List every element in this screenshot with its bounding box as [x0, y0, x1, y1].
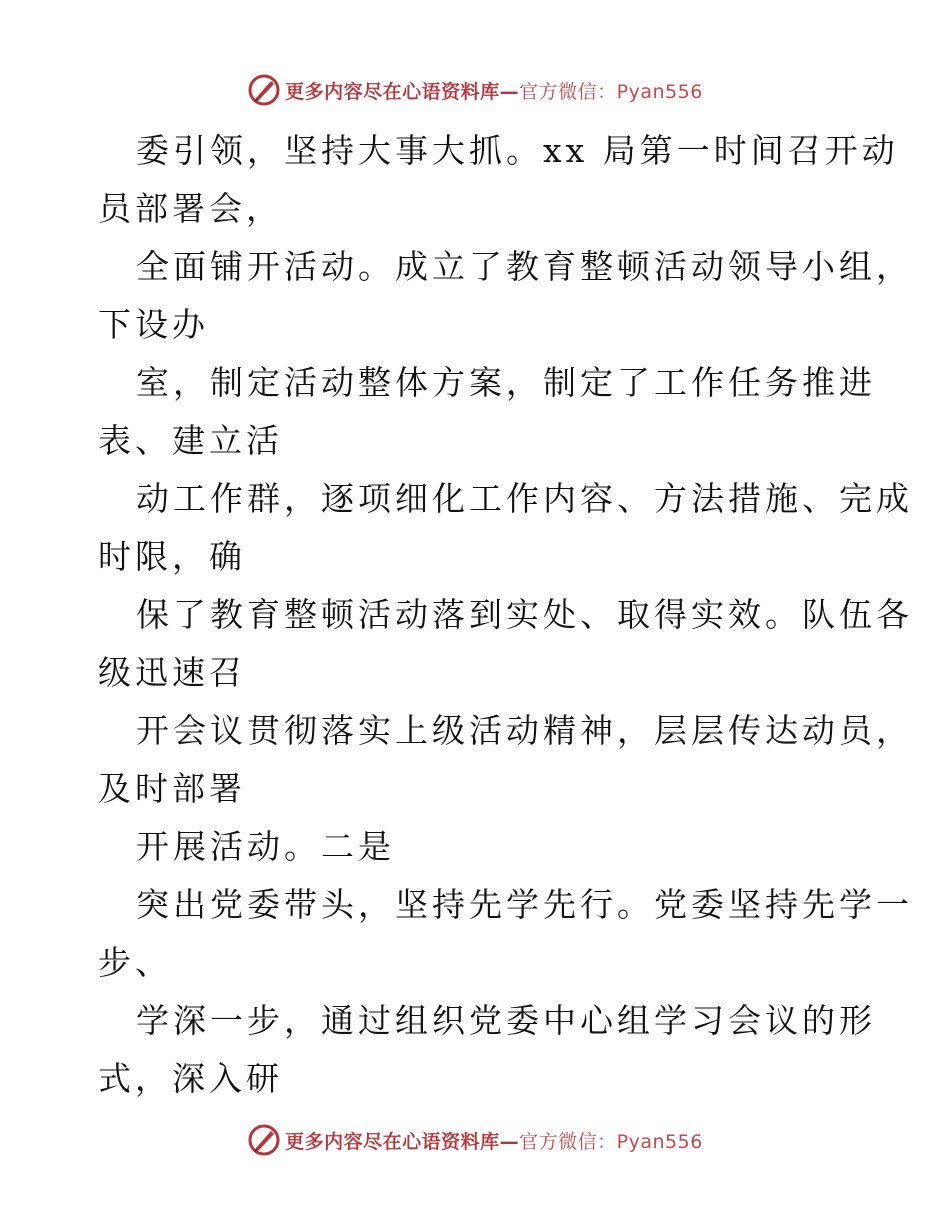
- body-line: 全面铺开活动。成立了教育整顿活动领导小组，: [136, 247, 913, 286]
- body-line: 级迅速召: [98, 653, 246, 692]
- body-line: 式，深入研: [98, 1059, 283, 1098]
- body-line: 时限，确: [98, 537, 246, 576]
- footer-watermark-banner: [0, 1120, 950, 1160]
- header-banner-text: [285, 77, 703, 104]
- footer-wechat-text: 官方微信：Pyan556: [519, 1130, 703, 1153]
- body-line: 步、: [98, 943, 172, 982]
- footer-banner-text: [285, 1127, 703, 1154]
- quill-pen-logo-icon: [247, 73, 281, 107]
- footer-dash: —: [499, 1130, 520, 1153]
- header-dash: —: [499, 80, 520, 103]
- body-line: 学深一步，通过组织党委中心组学习会议的形: [136, 1001, 876, 1040]
- footer-site-text: 更多内容尽在心语资料库: [285, 1130, 500, 1153]
- document-body: [98, 122, 913, 1108]
- body-line: 下设办: [98, 305, 209, 344]
- header-watermark-banner: [0, 70, 950, 110]
- quill-pen-logo-icon: [247, 1123, 281, 1157]
- body-line: 及时部署: [98, 769, 246, 808]
- body-line: 员部署会，: [98, 189, 283, 228]
- body-line: 开会议贯彻落实上级活动精神，层层传达动员，: [136, 711, 913, 750]
- body-line: 保了教育整顿活动落到实处、取得实效。队伍各: [136, 595, 913, 634]
- body-line: 委引领，坚持大事大抓。xx 局第一时间召开动: [136, 131, 899, 170]
- header-wechat-text: 官方微信：Pyan556: [519, 80, 703, 103]
- body-line: 动工作群，逐项细化工作内容、方法措施、完成: [136, 479, 913, 518]
- body-line: 表、建立活: [98, 421, 283, 460]
- body-line: 突出党委带头，坚持先学先行。党委坚持先学一: [136, 885, 913, 924]
- body-line: 开展活动。二是: [136, 827, 395, 866]
- header-site-text: 更多内容尽在心语资料库: [285, 80, 500, 103]
- body-line: 室，制定活动整体方案，制定了工作任务推进: [136, 363, 876, 402]
